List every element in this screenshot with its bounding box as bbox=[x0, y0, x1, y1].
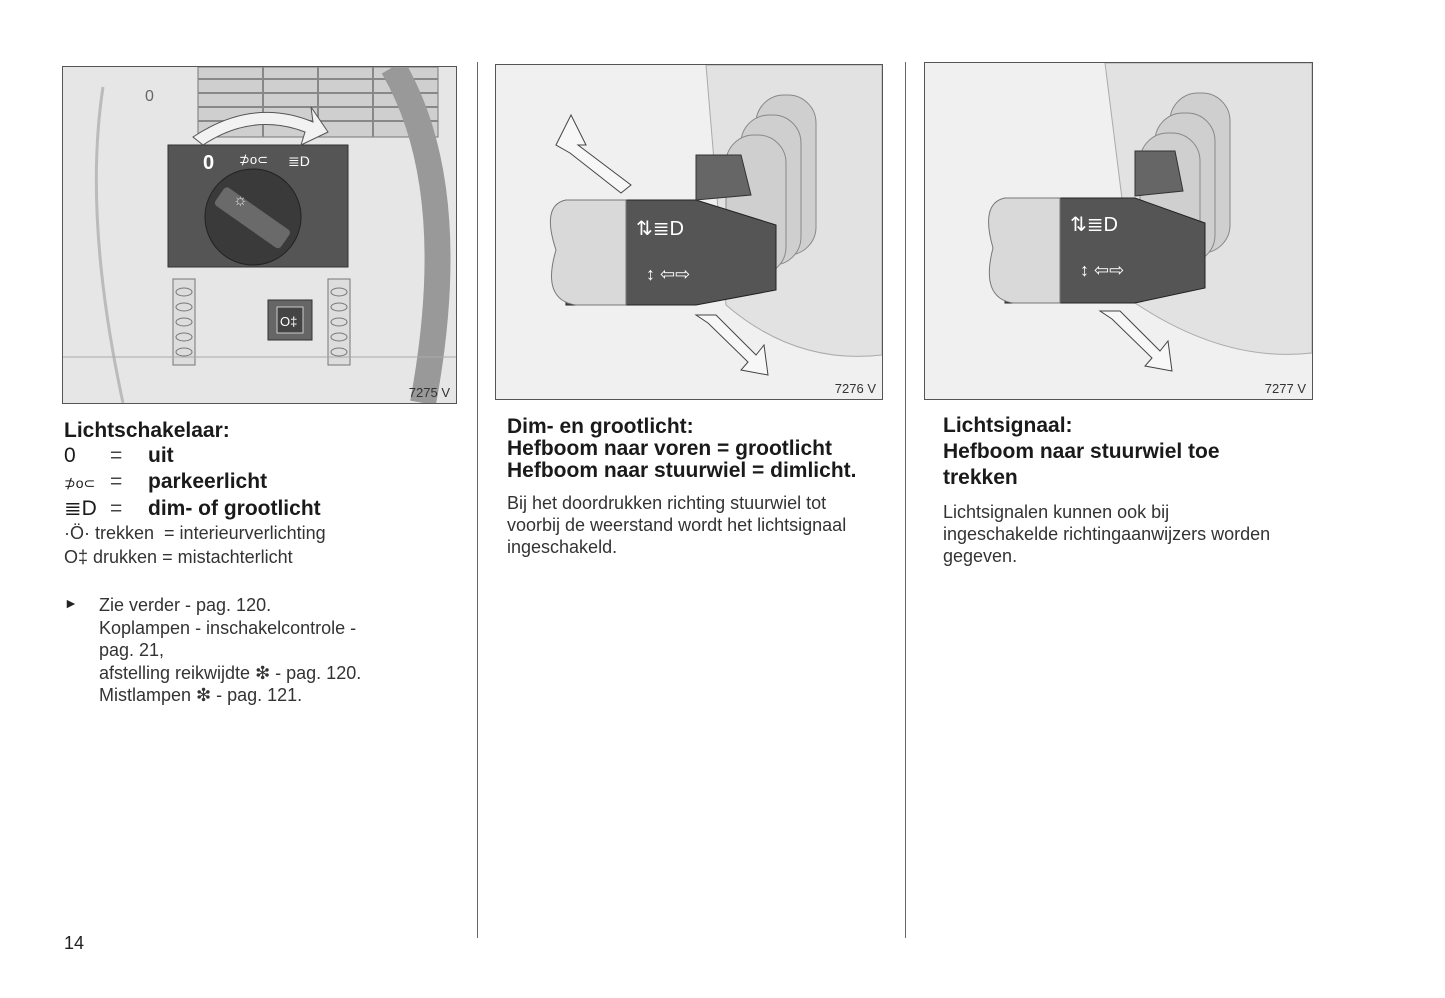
legend-label: dim- of grootlicht bbox=[148, 497, 321, 520]
interior-light-icon: ·Ö· bbox=[64, 523, 90, 543]
note-line: Zie verder - pag. 120. bbox=[99, 595, 272, 615]
svg-text:⊅o⊂: ⊅o⊂ bbox=[239, 152, 269, 167]
legend-row-beam bbox=[64, 496, 321, 521]
legend-label: parkeerlicht bbox=[148, 470, 268, 493]
svg-text:⇅≣D: ⇅≣D bbox=[1070, 214, 1118, 236]
parking-light-icon: ⊅o⊂ bbox=[64, 475, 96, 491]
flash-signal-heading bbox=[943, 413, 1220, 491]
note-line: Koplampen - inschakelcontrole - bbox=[99, 617, 357, 638]
note-line: pag. 21, bbox=[99, 640, 165, 660]
heading-line: Hefboom naar voren = grootlicht bbox=[507, 437, 832, 460]
dim-high-beam-heading bbox=[507, 415, 856, 483]
fog-light-text: drukken = mistachterlicht bbox=[93, 547, 293, 567]
body-line: voorbij de weerstand wordt het lichtsignaal bbox=[507, 515, 847, 535]
equals-sign: = bbox=[110, 444, 123, 467]
column-divider bbox=[905, 62, 906, 938]
heading-line: Hefboom naar stuurwiel = dimlicht. bbox=[507, 459, 857, 482]
heading-line: Lichtsignaal: bbox=[943, 414, 1073, 437]
note-line: afstelling reikwijdte ❇ - pag. 120. bbox=[99, 662, 362, 683]
heading-line: Hefboom naar stuurwiel toe bbox=[943, 440, 1220, 463]
dim-high-beam-body bbox=[507, 492, 846, 558]
lever-illustration bbox=[496, 65, 882, 399]
body-line: Lichtsignalen kunnen ook bij bbox=[943, 502, 1170, 522]
svg-text:0: 0 bbox=[145, 88, 154, 105]
reference-notes bbox=[99, 594, 361, 707]
page-number: 14 bbox=[64, 933, 85, 953]
figure-light-switch bbox=[62, 66, 457, 404]
note-line: Mistlampen ❇ - pag. 121. bbox=[99, 685, 303, 705]
lever-illustration bbox=[925, 63, 1312, 399]
figure-flash-signal bbox=[924, 62, 1313, 400]
light-switch-illustration bbox=[63, 67, 456, 403]
flash-signal-body bbox=[943, 501, 1270, 567]
symbol-off: 0 bbox=[64, 444, 76, 467]
svg-text:↕ ⇦⇨: ↕ ⇦⇨ bbox=[646, 264, 691, 284]
column-divider bbox=[477, 62, 478, 938]
body-line: ingeschakelde richtingaanwijzers worden bbox=[943, 524, 1271, 544]
equals-sign: = bbox=[110, 470, 123, 493]
legend-label: uit bbox=[148, 444, 174, 467]
svg-text:≣D: ≣D bbox=[288, 153, 310, 169]
interior-light-text: trekken = interieurverlichting bbox=[95, 523, 326, 543]
heading-line: trekken bbox=[943, 466, 1018, 489]
equals-sign: = bbox=[110, 497, 123, 520]
legend-row-parking bbox=[64, 470, 267, 494]
rear-fog-icon: O‡ bbox=[64, 547, 89, 567]
heading-line: Dim- en grootlicht: bbox=[507, 415, 694, 438]
light-switch-title: Lichtschakelaar: bbox=[64, 419, 230, 442]
body-line: ingeschakeld. bbox=[507, 537, 618, 557]
interior-light-row bbox=[64, 523, 326, 544]
svg-text:0: 0 bbox=[203, 152, 215, 174]
figure-dim-high-beam bbox=[495, 64, 883, 400]
body-line: Bij het doordrukken richting stuurwiel tot bbox=[507, 493, 827, 513]
figure-code: 7277 V bbox=[1264, 381, 1306, 396]
legend-row-off bbox=[64, 444, 174, 468]
svg-text:⇅≣D: ⇅≣D bbox=[636, 218, 684, 240]
svg-text:↕ ⇦⇨: ↕ ⇦⇨ bbox=[1080, 260, 1125, 280]
body-line: gegeven. bbox=[943, 546, 1018, 566]
bullet-icon: ► bbox=[64, 595, 78, 611]
svg-text:O‡: O‡ bbox=[280, 314, 298, 329]
figure-code: 7275 V bbox=[408, 385, 450, 400]
fog-light-row bbox=[64, 547, 293, 568]
svg-text:☼: ☼ bbox=[233, 192, 248, 209]
figure-code: 7276 V bbox=[834, 381, 876, 396]
headlight-icon: ≣D bbox=[64, 497, 97, 520]
